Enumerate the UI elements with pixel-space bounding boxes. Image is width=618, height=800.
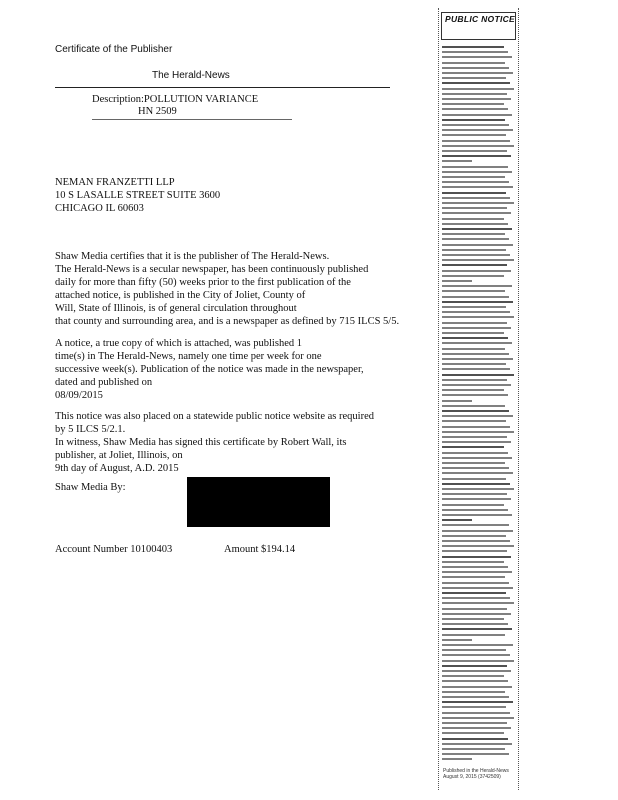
clipping-text-line xyxy=(442,384,511,386)
clipping-text-line xyxy=(442,628,512,630)
clipping-text-line xyxy=(442,644,513,646)
clipping-text-line xyxy=(442,166,508,168)
redacted-signature xyxy=(187,477,330,527)
clipping-text-line xyxy=(442,514,512,516)
body-p1-line: Will, State of Illinois, is of general circulation throughout xyxy=(55,303,297,314)
clipping-text-line xyxy=(442,415,513,417)
clipping-text-line xyxy=(442,613,511,615)
body-p1-line: daily for more than fifty (50) weeks prior to the first publication of the xyxy=(55,277,351,288)
clipping-text-line xyxy=(442,706,506,708)
clipping-text-line xyxy=(442,275,504,277)
clipping-text-line xyxy=(442,353,509,355)
body-p2-line: time(s) in The Herald-News, namely one time per week for one xyxy=(55,351,322,362)
clipping-text-line xyxy=(442,618,504,620)
clipping-text-line xyxy=(442,405,505,407)
clipping-text-line xyxy=(442,686,512,688)
clipping-text-line xyxy=(442,150,507,152)
body-p3-line: This notice was also placed on a statewide public notice website as required xyxy=(55,411,374,422)
clipping-text-line xyxy=(442,441,511,443)
clipping-text-line xyxy=(442,155,511,157)
clipping-text-line xyxy=(442,732,504,734)
clipping-text-line xyxy=(442,410,509,412)
clipping-text-line xyxy=(442,400,472,402)
clipping-text-line xyxy=(442,88,514,90)
recipient-line-2: 10 S LASALLE STREET SUITE 3600 xyxy=(55,190,221,201)
description-line: Description:POLLUTION VARIANCE xyxy=(92,94,259,105)
clipping-text-line xyxy=(442,436,507,438)
clipping-text-line xyxy=(442,597,510,599)
clipping-text-line xyxy=(442,311,510,313)
clipping-text-line xyxy=(442,233,505,235)
clipping-text-line xyxy=(442,207,507,209)
clipping-text-line xyxy=(442,270,511,272)
clipping-text-line xyxy=(442,119,505,121)
clipping-text-line xyxy=(442,186,513,188)
clipping-text-line xyxy=(442,322,507,324)
clipping-text-line xyxy=(442,82,510,84)
clipping-text-line xyxy=(442,493,507,495)
clipping-text-line xyxy=(442,379,507,381)
clipping-text-line xyxy=(442,51,508,53)
body-p1-line: attached notice, is published in the City of Joliet, County of xyxy=(55,290,306,301)
clipping-text-line xyxy=(442,363,506,365)
clipping-text-line xyxy=(442,649,506,651)
clipping-text-line xyxy=(442,316,514,318)
clipping-text-line xyxy=(442,238,509,240)
clipping-text-line xyxy=(442,46,504,48)
clipping-text-line xyxy=(442,457,512,459)
header-rule xyxy=(55,87,390,88)
clipping-text-line xyxy=(442,140,510,142)
clipping-text-line xyxy=(442,550,507,552)
clipping-text-line xyxy=(442,483,510,485)
clipping-text-line xyxy=(442,114,512,116)
clipping-text-line xyxy=(442,374,514,376)
clipping-text-line xyxy=(442,602,514,604)
clipping-text-line xyxy=(442,212,511,214)
clipping-text-line xyxy=(442,587,513,589)
clipping-text-line xyxy=(442,77,506,79)
clipping-text-line xyxy=(442,639,472,641)
reference-number: HN 2509 xyxy=(138,106,177,117)
clipping-text-line xyxy=(442,62,505,64)
clipping-text-line xyxy=(442,753,509,755)
clipping-text-line xyxy=(442,634,505,636)
clipping-text-line xyxy=(442,524,509,526)
certificate-heading: Certificate of the Publisher xyxy=(55,44,173,55)
clipping-text-line xyxy=(442,192,506,194)
clipping-text-line xyxy=(442,722,507,724)
clipping-text-line xyxy=(442,540,510,542)
clipping-text-line xyxy=(442,296,509,298)
clipping-text-line xyxy=(442,509,508,511)
clipping-text-line xyxy=(442,654,510,656)
clipping-text-line xyxy=(442,452,508,454)
clipping-text-line xyxy=(442,218,504,220)
clipping-text-line xyxy=(442,504,504,506)
clipping-text-line xyxy=(442,582,509,584)
body-p1-line: The Herald-News is a secular newspaper, has been continuously published xyxy=(55,264,369,275)
clipping-text-line xyxy=(442,478,506,480)
description-rule xyxy=(92,119,292,120)
body-p1-line: Shaw Media certifies that it is the publisher of The Herald-News. xyxy=(55,251,330,262)
clipping-text-line xyxy=(442,389,504,391)
clipping-text-line xyxy=(442,394,508,396)
clipping-text-line xyxy=(442,254,510,256)
clipping-text-line xyxy=(442,358,513,360)
clipping-text-line xyxy=(442,244,513,246)
clipping-text-line xyxy=(442,285,512,287)
clipping-text-line xyxy=(442,306,506,308)
body-p2-line: A notice, a true copy of which is attached, was published 1 xyxy=(55,338,302,349)
clipping-text-line xyxy=(442,758,472,760)
clipping-text-line xyxy=(442,420,506,422)
clipping-text-line xyxy=(442,332,504,334)
body-p2-line: successive week(s). Publication of the notice was made in the newspaper, xyxy=(55,364,364,375)
clipping-text-line xyxy=(442,176,505,178)
recipient-line-3: CHICAGO IL 60603 xyxy=(55,203,144,214)
clipping-text-line xyxy=(442,462,505,464)
clipping-text-line xyxy=(442,545,514,547)
clipping-text-line xyxy=(442,660,514,662)
clipping-text-line xyxy=(442,368,510,370)
clipping-text-line xyxy=(442,472,513,474)
clipping-text-line xyxy=(442,696,509,698)
body-p2-line: dated and published on xyxy=(55,377,153,388)
clipping-text-line xyxy=(442,680,508,682)
clipping-text-line xyxy=(442,249,506,251)
clipping-text-line xyxy=(442,738,508,740)
newspaper-clipping xyxy=(438,8,519,790)
clipping-text-line xyxy=(442,431,514,433)
clipping-text-line xyxy=(442,727,511,729)
clipping-text-line xyxy=(442,592,506,594)
clipping-text-line xyxy=(442,171,512,173)
clipping-text-line xyxy=(442,93,507,95)
clipping-text-line xyxy=(442,743,512,745)
clipping-text-line xyxy=(442,223,508,225)
clipping-text-line xyxy=(442,717,514,719)
signing-date: 9th day of August, A.D. 2015 xyxy=(55,463,179,474)
clipping-text-line xyxy=(442,576,505,578)
clipping-text-line xyxy=(442,337,508,339)
clipping-text-line xyxy=(442,691,505,693)
clipping-text-line xyxy=(442,467,509,469)
recipient-line-1: NEMAN FRANZETTI LLP xyxy=(55,177,175,188)
clipping-text-line xyxy=(442,488,514,490)
clipping-title: PUBLIC NOTICE xyxy=(445,14,516,24)
clipping-text-line xyxy=(442,129,513,131)
clipping-text-line xyxy=(442,556,511,558)
clipping-text-line xyxy=(442,608,507,610)
clipping-text-line xyxy=(442,124,509,126)
clipping-text-line xyxy=(442,108,508,110)
signature-label: Shaw Media By: xyxy=(55,482,126,493)
amount: Amount $194.14 xyxy=(224,544,296,555)
clipping-text-line xyxy=(442,103,504,105)
clipping-text-line xyxy=(442,290,505,292)
publication-date: 08/09/2015 xyxy=(55,390,103,401)
body-p3-line: publisher, at Joliet, Illinois, on xyxy=(55,450,183,461)
clipping-text-line xyxy=(442,446,504,448)
clipping-text-line xyxy=(442,566,508,568)
newspaper-name: The Herald-News xyxy=(152,70,230,81)
clipping-footer: Published in the Herald-News August 9, 2015 (3742509) xyxy=(443,768,509,780)
clipping-text-line xyxy=(442,197,510,199)
clipping-text-line xyxy=(442,623,508,625)
clipping-text-line xyxy=(442,202,514,204)
clipping-text-line xyxy=(442,72,513,74)
clipping-text-line xyxy=(442,561,504,563)
clipping-text-line xyxy=(442,348,505,350)
clipping-text-line xyxy=(442,181,509,183)
clipping-text-line xyxy=(442,327,511,329)
clipping-text-line xyxy=(442,342,512,344)
clipping-text-line xyxy=(442,160,472,162)
clipping-text-line xyxy=(442,748,505,750)
clipping-text-line xyxy=(442,665,507,667)
clipping-text-line xyxy=(442,701,513,703)
clipping-text-line xyxy=(442,56,512,58)
clipping-text-line xyxy=(442,670,511,672)
clipping-text-line xyxy=(442,519,472,521)
clipping-text-line xyxy=(442,145,514,147)
clipping-text-line xyxy=(442,280,472,282)
clipping-text-line xyxy=(442,675,504,677)
clipping-text-line xyxy=(442,259,514,261)
clipping-text-line xyxy=(442,264,507,266)
body-p3-line: In witness, Shaw Media has signed this certificate by Robert Wall, its xyxy=(55,437,347,448)
clipping-text-line xyxy=(442,98,511,100)
clipping-text-line xyxy=(442,571,512,573)
body-p1-line: that county and surrounding area, and is a newspaper as defined by 715 ILCS 5/5. xyxy=(55,316,400,327)
clipping-text-line xyxy=(442,67,509,69)
body-p3-line: by 5 ILCS 5/2.1. xyxy=(55,424,126,435)
clipping-text-line xyxy=(442,498,511,500)
account-number: Account Number 10100403 xyxy=(55,544,173,555)
clipping-text-line xyxy=(442,712,510,714)
clipping-text-line xyxy=(442,426,510,428)
clipping-text-line xyxy=(442,134,506,136)
clipping-text-line xyxy=(442,535,506,537)
clipping-text-line xyxy=(442,301,513,303)
clipping-text-line xyxy=(442,530,513,532)
clipping-text-line xyxy=(442,228,512,230)
